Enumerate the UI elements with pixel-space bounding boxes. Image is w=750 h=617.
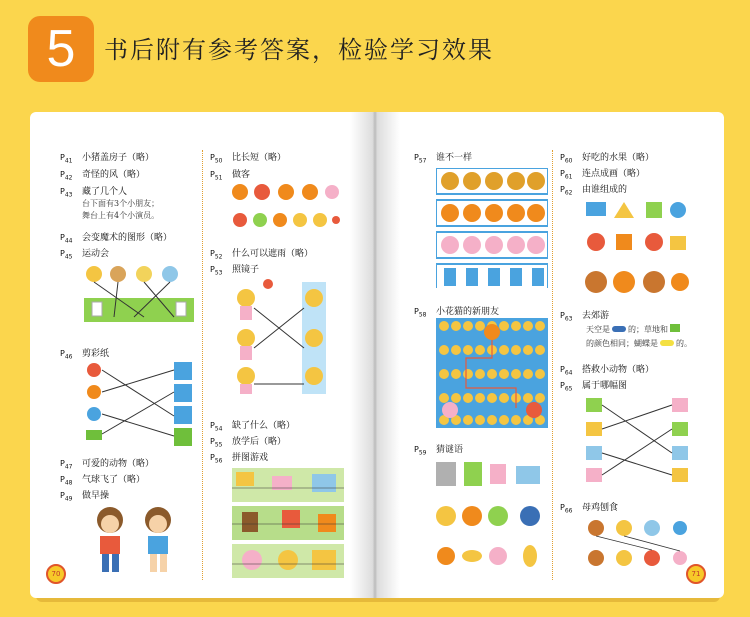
list-item: $P_{41}$ 小猪盖房子（略） — [60, 153, 155, 165]
list-item: $P_{52}$ 什么可以遮雨（略） — [210, 249, 314, 261]
list-item: $P_{48}$ 气球飞了（略） — [60, 475, 146, 487]
list-item: $P_{47}$ 可爱的动物（略） — [60, 459, 155, 471]
left-col-2 — [210, 150, 350, 580]
mirror-illustration — [232, 278, 332, 398]
answer-note: 舞台上有4个小演员。 — [82, 211, 160, 220]
list-item: $P_{46}$ 剪彩纸 — [60, 349, 110, 361]
odd-one-out-illustration — [436, 168, 548, 288]
hen-scratching-illustration — [584, 516, 692, 572]
composition-illustration — [584, 198, 692, 300]
list-item: $P_{61}$ 连点成画（略） — [560, 169, 646, 181]
visitor-illustration — [230, 182, 340, 232]
jigsaw-puzzle-illustration — [232, 468, 344, 578]
trip-answer-line-2: 的颜色相同；蝴蝶是 的。 — [586, 339, 692, 348]
list-item: $P_{57}$ 谁不一样 — [414, 153, 473, 165]
list-item: $P_{58}$ 小花猫的新朋友 — [414, 307, 500, 319]
list-item: $P_{50}$ 比长短（略） — [210, 153, 287, 165]
list-item: $P_{54}$ 缺了什么（略） — [210, 421, 296, 433]
list-item: $P_{45}$ 运动会 — [60, 249, 110, 261]
list-item: $P_{60}$ 好吃的水果（略） — [560, 153, 655, 165]
left-col-1 — [60, 150, 208, 570]
step-number-badge: 5 — [28, 16, 94, 82]
list-item: $P_{59}$ 猜谜语 — [414, 445, 464, 457]
list-item: $P_{55}$ 放学后（略） — [210, 437, 287, 449]
right-col-1 — [414, 150, 554, 580]
list-item: $P_{62}$ 由谁组成的 — [560, 185, 628, 197]
column-divider — [202, 150, 203, 580]
list-item: $P_{44}$ 会变魔术的图形（略） — [60, 233, 173, 245]
list-item: $P_{66}$ 母鸡刨食 — [560, 503, 619, 515]
page-number-left: 70 — [46, 564, 66, 584]
riddles-illustration — [436, 460, 548, 570]
open-book — [30, 112, 724, 602]
paper-cutting-illustration — [84, 362, 194, 446]
list-item: $P_{65}$ 属于哪幅图 — [560, 381, 628, 393]
list-item: $P_{56}$ 拼图游戏 — [210, 453, 269, 465]
list-item: $P_{49}$ 做早操 — [60, 491, 110, 503]
sports-day-illustration — [84, 262, 194, 322]
list-item: $P_{63}$ 去郊游 — [560, 311, 610, 323]
kitten-friends-grid-illustration — [436, 318, 548, 428]
list-item: $P_{42}$ 奇怪的风（略） — [60, 170, 146, 182]
trip-answer-line-1: 天空是 的；草地和 — [586, 324, 680, 335]
list-item: $P_{43}$ 藏了几个人 — [60, 187, 128, 199]
list-item: $P_{64}$ 搭救小动物（略） — [560, 365, 655, 377]
morning-exercise-illustration — [82, 506, 192, 574]
page-number-right: 71 — [686, 564, 706, 584]
book-spine — [350, 112, 400, 598]
answer-note: 台下面有3个小朋友； — [82, 199, 160, 208]
list-item: $P_{53}$ 照镜子 — [210, 265, 260, 277]
which-picture-illustration — [584, 394, 692, 484]
right-col-2 — [560, 150, 710, 580]
column-divider — [552, 150, 553, 580]
list-item: $P_{51}$ 做客 — [210, 170, 251, 182]
headline: 书后附有参考答案，检验学习效果 — [104, 36, 494, 64]
